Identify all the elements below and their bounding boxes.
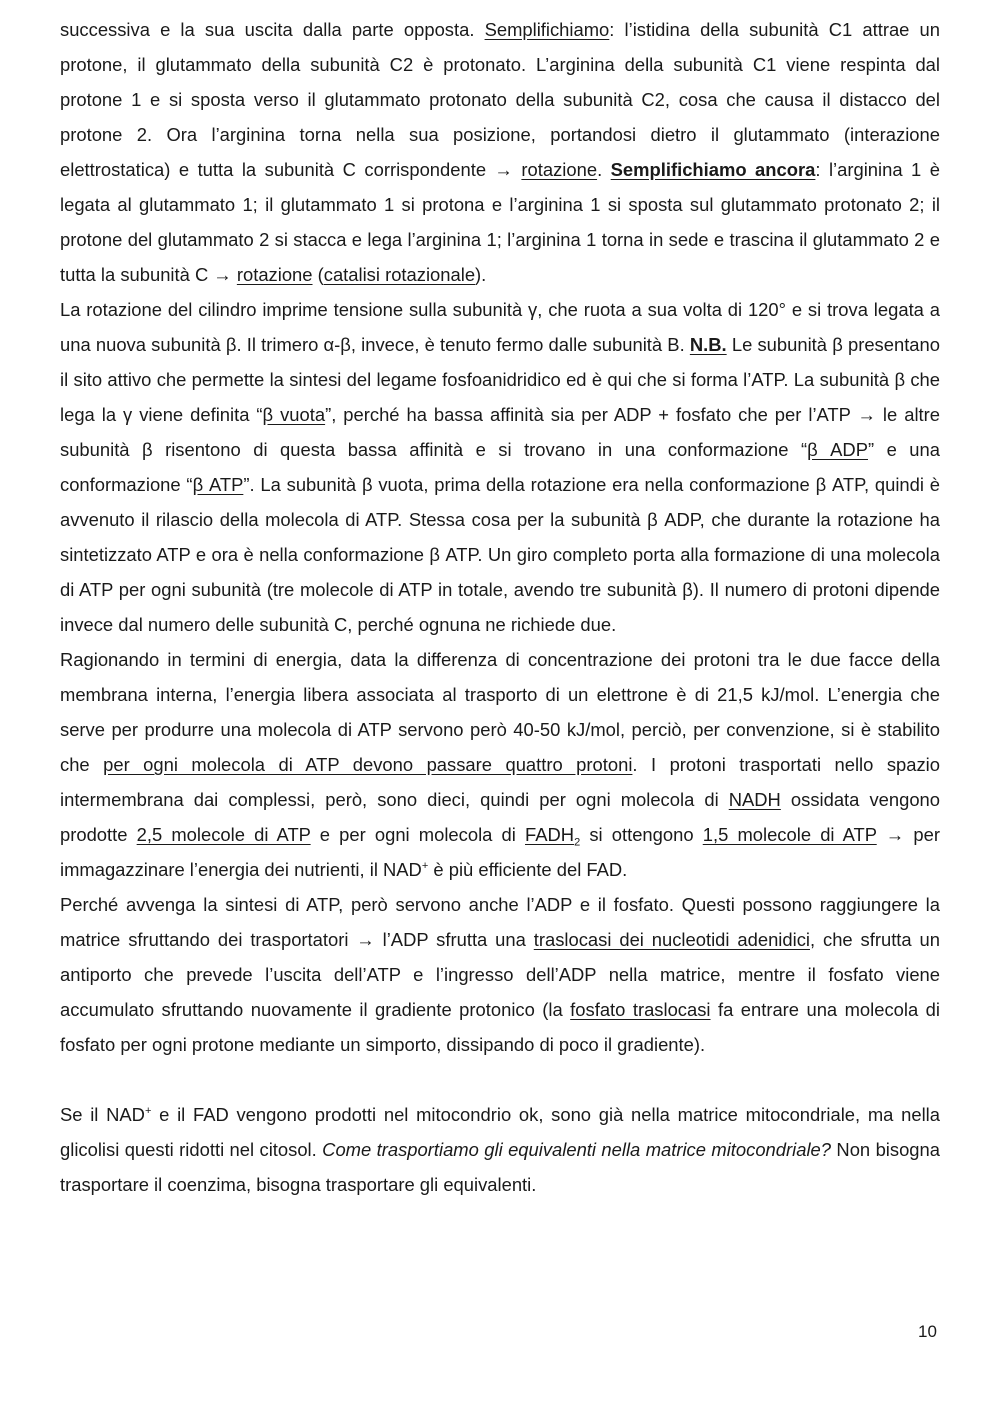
underlined-term: rotazione <box>521 159 598 180</box>
text-run: , che sfrutta un antiporto che prevede l’uscita dell’ATP e l’ingresso dell’ADP nella matrice, mentre il fosfato viene accumulato sfruttando nuovamente il gradiente protonico (la <box>60 929 941 1020</box>
paragraph-rotational-catalysis <box>60 12 940 292</box>
bold-underlined-term: Semplifichiamo ancora <box>610 159 816 180</box>
text-run: Ragionando in termini di energia, data la differenza di concentrazione dei protoni tra le due facce della membrana interna, l’energia libera associata al trasporto di un elettrone è di 21,5 kJ/mol. L’energia che serve per produrre una molecola di ATP servono però 40-50 kJ/mol, perciò, per convenzione, si è stabilito che <box>60 649 940 775</box>
text-run: → per immagazzinare l’energia dei nutrienti, il NAD <box>60 824 940 880</box>
text-run: successiva e la sua uscita dalla parte opposta. <box>60 19 485 40</box>
underlined-term: rotazione <box>236 264 313 285</box>
superscript: + <box>144 1104 152 1117</box>
text-run: Le subunità β presentano il sito attivo che permette la sintesi del legame fosfoanidridico ed è qui che si forma l’ATP. La subunità β che lega la γ viene definita “ <box>60 334 940 425</box>
underlined-term: Semplifichiamo <box>484 19 610 40</box>
text-run: ”. La subunità β vuota, prima della rotazione era nella conformazione β ATP, quindi è avvenuto il rilascio della molecola di ATP. Stessa cosa per la subunità β ADP, che durante la rotazione ha sintetizzato ATP e ora è nella conformazione β ATP. Un giro completo porta alla formazione di una molecola di ATP per ogni subunità (tre molecole di ATP in totale, avendo tre subunità β). Il numero di protoni dipende invece dal numero delle subunità C, perché ognuna ne richiede due. <box>60 474 940 635</box>
underlined-term: β ATP <box>192 474 244 495</box>
underlined-term: NADH <box>728 789 781 810</box>
superscript: + <box>421 859 429 872</box>
text-run: Perché avvenga la sintesi di ATP, però servono anche l’ADP e il fosfato. Questi possono raggiungere la matrice sfruttando dei trasportatori → l’ADP sfrutta una <box>60 894 940 950</box>
text-run: fa entrare una molecola di fosfato per ogni protone mediante un simporto, dissipando di poco il gradiente). <box>60 999 940 1055</box>
paragraph-equivalents <box>60 1097 940 1202</box>
text-run: e per ogni molecola di <box>310 824 525 845</box>
document-body <box>60 12 940 1202</box>
text-run: ” e una conformazione “ <box>60 439 940 495</box>
text-run: ”, perché ha bassa affinità sia per ADP + fosfato che per l’ATP → le altre subunità β risentono di questa bassa affinità e si trovano in una conformazione “ <box>60 404 940 460</box>
nb-marker: N.B. <box>689 334 727 355</box>
blank-line <box>60 1062 940 1097</box>
underlined-term: β ADP <box>807 439 868 460</box>
underlined-term <box>525 824 581 849</box>
underlined-term: β vuota <box>262 404 326 425</box>
text-run: e il FAD vengono prodotti nel mitocondrio ok, sono già nella matrice mitocondriale, ma nella glicolisi questi ridotti nel citosol. <box>60 1104 940 1160</box>
paragraph-transporters <box>60 887 940 1062</box>
italic-question: Come trasportiamo gli equivalenti nella matrice mitocondriale? <box>322 1139 831 1160</box>
text-run: . <box>597 159 611 180</box>
underlined-term: 1,5 molecole di ATP <box>702 824 877 845</box>
text-run: : l’istidina della subunità C1 attrae un protone, il glutammato della subunità C2 è protonato. L’arginina della subunità C1 viene respinta dal protone 1 e si sposta verso il glutammato protonato della subunità C2, cosa che causa il distacco del protone 2. Ora l’arginina torna nella sua posizione, portandosi dietro il glutammato (interazione elettrostatica) e tutta la subunità C corrispondente → <box>60 19 940 180</box>
text-run: Non bisogna trasportare il coenzima, bisogna trasportare gli equivalenti. <box>60 1139 940 1195</box>
underlined-term: 2,5 molecole di ATP <box>136 824 311 845</box>
text-run: : l’arginina 1 è legata al glutammato 1; il glutammato 1 si protona e l’arginina 1 si sposta sul glutammato protonato 2; il protone del glutammato 2 si stacca e lega l’arginina 1; l’arginina 1 torna in sede e trascina il glutammato 2 e tutta la subunità C → <box>60 159 940 285</box>
underlined-term: traslocasi dei nucleotidi adenidici <box>533 929 810 950</box>
underlined-term: per ogni molecola di ATP devono passare quattro protoni <box>103 754 633 775</box>
page-number: 10 <box>918 1322 937 1341</box>
subscript: 2 <box>574 836 581 849</box>
paragraph-energy <box>60 642 940 887</box>
text-run: ). <box>475 264 487 285</box>
text-run: ( <box>312 264 324 285</box>
text-run: è più efficiente del FAD. <box>428 859 628 880</box>
text-run: Se il NAD <box>60 1104 145 1125</box>
text-run: si ottengono <box>580 824 703 845</box>
text-run: FADH <box>525 824 575 845</box>
text-run: La rotazione del cilindro imprime tensione sulla subunità γ, che ruota a sua volta di 120° e si trova legata a una nuova subunità β. Il trimero α-β, invece, è tenuto fermo dalle subunità B. <box>60 299 940 355</box>
paragraph-gamma-rotation <box>60 292 940 642</box>
underlined-term: fosfato traslocasi <box>570 999 711 1020</box>
text-run: . I protoni trasportati nello spazio intermembrana dai complessi, però, sono dieci, quindi per ogni molecola di <box>60 754 940 810</box>
text-run: ossidata vengono prodotte <box>60 789 941 845</box>
underlined-term: catalisi rotazionale <box>323 264 476 285</box>
